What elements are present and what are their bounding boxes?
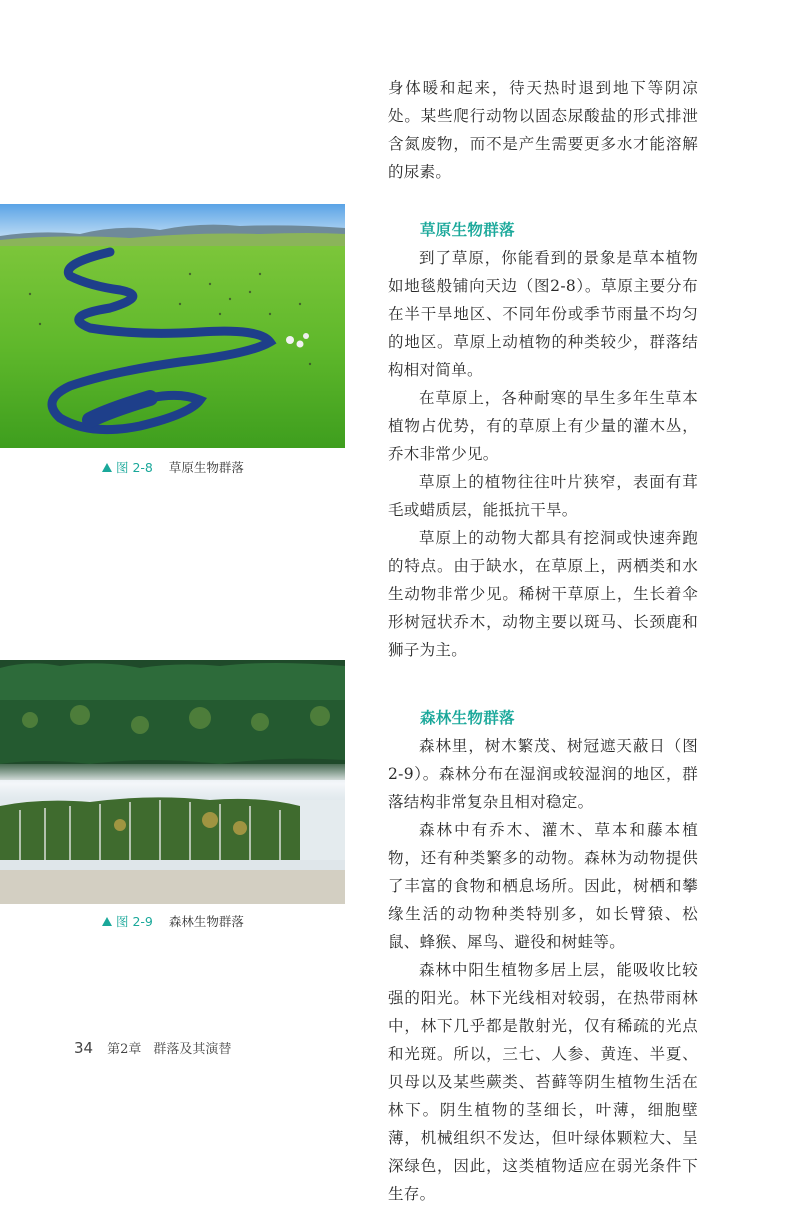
page-footer	[74, 1038, 231, 1057]
figure-caption-text: 草原生物群落	[168, 460, 244, 475]
paragraph: 森林里，树木繁茂、树冠遮天蔽日（图2-9）。森林分布在湿润或较湿润的地区，群落结构非常复杂且相对稳定。	[388, 737, 698, 811]
forest-image	[0, 660, 345, 904]
chapter-label: 第2章	[107, 1042, 142, 1057]
paragraph: 在草原上，各种耐寒的旱生多年生草本植物占优势，有的草原上有少量的灌木丛，乔木非常少见。	[388, 389, 698, 463]
intro-paragraph: 身体暖和起来，待天热时退到地下等阴凉处。某些爬行动物以固态尿酸盐的形式排泄含氮废物，而不是产生需要更多水才能溶解的尿素。	[388, 79, 698, 181]
figure-caption-2-9	[102, 912, 244, 930]
paragraph: 森林中有乔木、灌木、草本和藤本植物，还有种类繁多的动物。森林为动物提供了丰富的食物和栖息场所。因此，树栖和攀缘生活的动物种类特别多，如长臂猿、松鼠、蜂猴、犀鸟、避役和树蛙等。	[388, 821, 698, 951]
figure-caption-text: 森林生物群落	[168, 914, 244, 929]
triangle-marker-icon	[102, 917, 112, 926]
figure-number: 图 2-9	[116, 914, 153, 929]
figure-number: 图 2-8	[116, 460, 153, 475]
section-title-forest: 森林生物群落	[420, 709, 515, 727]
paragraph: 到了草原，你能看到的景象是草本植物如地毯般铺向天边（图2-8）。草原主要分布在半干旱地区、不同年份或季节雨量不均匀的地区。草原上动植物的种类较少，群落结构相对简单。	[388, 249, 698, 379]
grassland-photo	[0, 204, 345, 448]
paragraph: 草原上的植物往往叶片狭窄，表面有茸毛或蜡质层，能抵抗干旱。	[388, 473, 698, 519]
paragraph: 森林中阳生植物多居上层，能吸收比较强的阳光。林下光线相对较弱，在热带雨林中，林下几乎都是散射光，仅有稀疏的光点和光斑。所以，三七、人参、黄连、半夏、贝母以及某些蕨类、苔藓等阴生植物生活在林下。阴生植物的茎细长，叶薄，细胞壁薄，机械组织不发达，但叶绿体颗粒大、呈深绿色，因此，这类植物适应在弱光条件下生存。	[388, 961, 698, 1203]
triangle-marker-icon	[102, 463, 112, 472]
forest-photo	[0, 660, 345, 904]
body-text-column	[388, 74, 698, 1208]
chapter-title: 群落及其演替	[153, 1042, 232, 1057]
paragraph: 草原上的动物大都具有挖洞或快速奔跑的特点。由于缺水，在草原上，两栖类和水生动物非常少见。稀树干草原上，生长着伞形树冠状乔木，动物主要以斑马、长颈鹿和狮子为主。	[388, 529, 698, 659]
grassland-image	[0, 204, 345, 448]
figure-caption-2-8	[102, 458, 244, 476]
page-number: 34	[74, 1039, 94, 1057]
section-title-grassland: 草原生物群落	[420, 221, 515, 239]
